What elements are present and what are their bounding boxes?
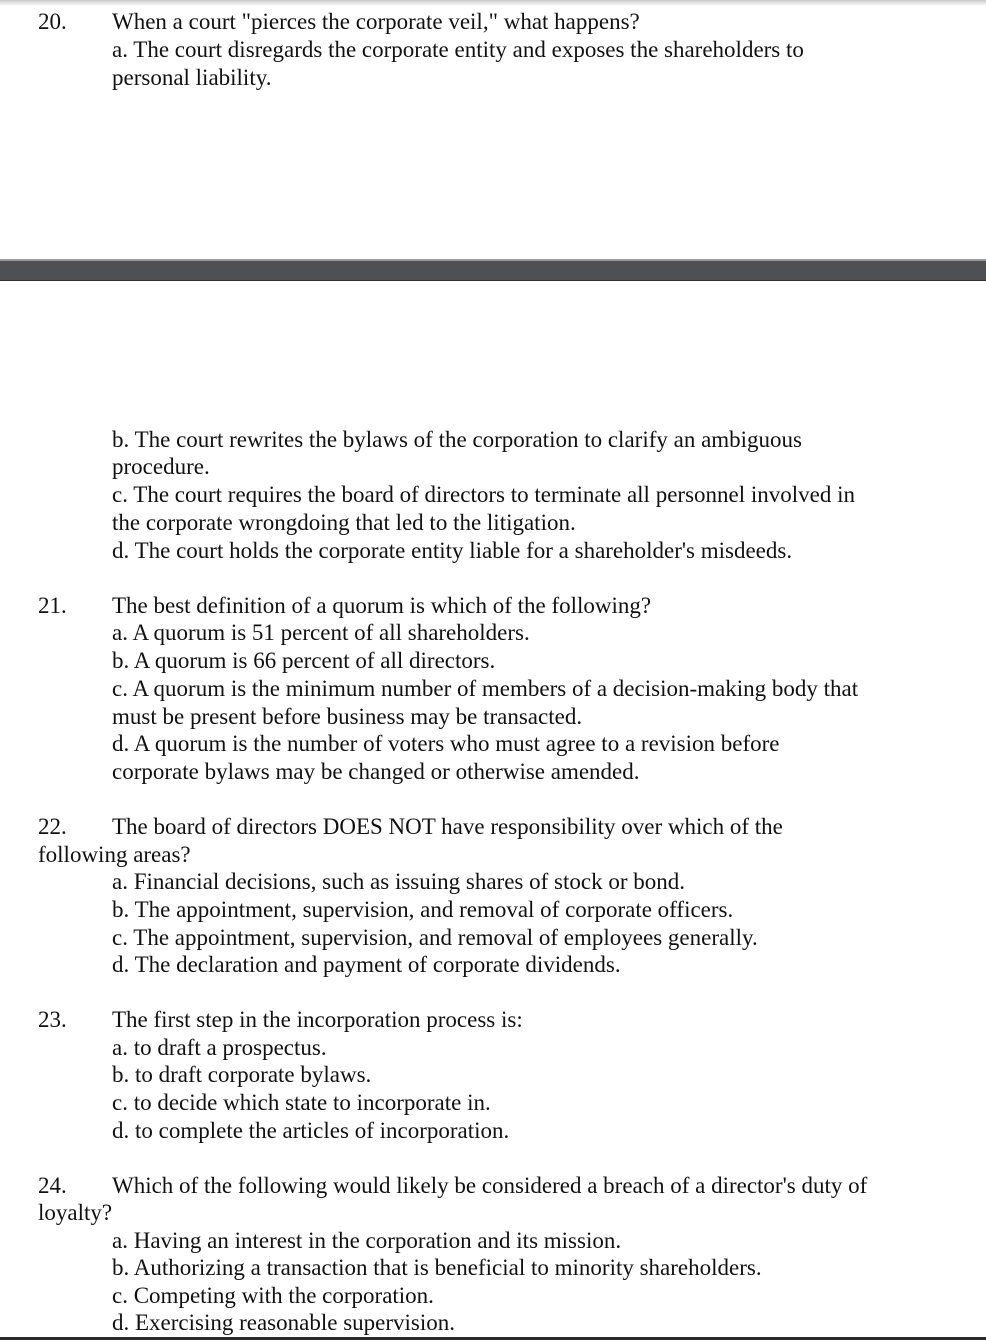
question-24-option-b: b. Authorizing a transaction that is beneficial to minority shareholders.	[112, 1255, 762, 1280]
question-21-option-d: d. A quorum is the number of voters who must agree to a revision before	[112, 731, 780, 756]
question-22-option-b: b. The appointment, supervision, and removal of corporate officers.	[112, 897, 734, 922]
question-20-option-a-cont: personal liability.	[112, 65, 272, 90]
question-23-option-c: c. to decide which state to incorporate in.	[112, 1090, 491, 1115]
question-23-stem: The first step in the incorporation process is:	[112, 1007, 523, 1032]
question-20-option-a: a. The court disregards the corporate entity and exposes the shareholders to	[112, 37, 804, 62]
question-23-option-d: d. to complete the articles of incorporation.	[112, 1118, 510, 1143]
page-top-shadow	[0, 0, 986, 6]
page-break-divider	[0, 259, 986, 281]
question-number-22: 22.	[38, 814, 67, 839]
question-21-option-d-cont: corporate bylaws may be changed or otherwise amended.	[112, 759, 640, 784]
question-22-stem-cont: following areas?	[38, 842, 191, 867]
question-20-option-b-cont: procedure.	[112, 454, 210, 479]
question-number-20: 20.	[38, 9, 67, 34]
question-20-stem: When a court "pierces the corporate veil," what happens?	[112, 9, 640, 34]
question-21-option-c-cont: must be present before business may be transacted.	[112, 704, 583, 729]
question-number-21: 21.	[38, 593, 67, 618]
question-22-option-d: d. The declaration and payment of corporate dividends.	[112, 952, 621, 977]
question-24-option-d: d. Exercising reasonable supervision.	[112, 1310, 455, 1335]
question-20-option-b: b. The court rewrites the bylaws of the corporation to clarify an ambiguous	[112, 427, 803, 452]
question-24-stem: Which of the following would likely be considered a breach of a director's duty of	[112, 1173, 868, 1198]
question-22-option-c: c. The appointment, supervision, and removal of employees generally.	[112, 925, 758, 950]
question-20-option-d: d. The court holds the corporate entity liable for a shareholder's misdeeds.	[112, 538, 793, 563]
question-22-stem: The board of directors DOES NOT have responsibility over which of the	[112, 814, 783, 839]
question-20-option-c-cont: the corporate wrongdoing that led to the litigation.	[112, 510, 576, 535]
question-number-24: 24.	[38, 1173, 67, 1198]
question-24-stem-cont: loyalty?	[38, 1200, 113, 1225]
page-bottom-rule	[0, 1337, 986, 1340]
question-21-option-c: c. A quorum is the minimum number of members of a decision-making body that	[112, 676, 859, 701]
question-21-option-b: b. A quorum is 66 percent of all directors.	[112, 648, 496, 673]
question-number-23: 23.	[38, 1007, 67, 1032]
question-21-stem: The best definition of a quorum is which of the following?	[112, 593, 652, 618]
question-21-option-a: a. A quorum is 51 percent of all shareholders.	[112, 620, 530, 645]
question-24-option-a: a. Having an interest in the corporation and its mission.	[112, 1228, 622, 1253]
question-22-option-a: a. Financial decisions, such as issuing shares of stock or bond.	[112, 869, 685, 894]
question-23-option-b: b. to draft corporate bylaws.	[112, 1062, 372, 1087]
question-23-option-a: a. to draft a prospectus.	[112, 1035, 327, 1060]
question-20-option-c: c. The court requires the board of directors to terminate all personnel involved in	[112, 482, 855, 507]
question-24-option-c: c. Competing with the corporation.	[112, 1283, 434, 1308]
